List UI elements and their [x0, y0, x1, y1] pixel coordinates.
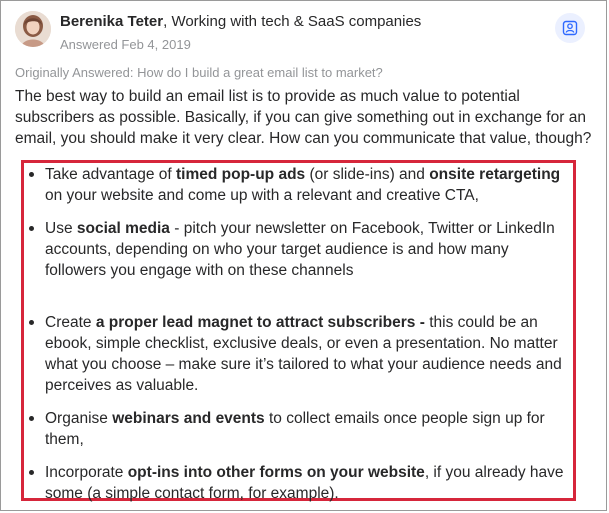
item-bold: a proper lead magnet to attract subscribers - [95, 314, 425, 331]
answer-header [15, 11, 595, 61]
item-bold: timed pop-up ads [176, 166, 306, 183]
item-text: this could be an ebook, simple checklist, exclusive deals, or even a presentation. No matter what you choose – make sure it’s tailored to what your audience needs and perceives as valuable. [45, 314, 562, 394]
follow-person-icon [562, 20, 578, 36]
item-text: (or slide-ins) and [305, 166, 430, 183]
item-text: Incorporate [45, 464, 128, 481]
author-avatar[interactable] [15, 11, 51, 47]
tips-list [23, 164, 571, 504]
list-item [23, 408, 571, 450]
follow-button[interactable] [555, 13, 585, 43]
item-bold: opt-ins into other forms on your website [127, 464, 425, 481]
item-text: to collect emails once people sign up for them, [45, 410, 545, 448]
avatar-image [15, 11, 51, 47]
list-item [23, 218, 571, 281]
list-item [23, 462, 571, 504]
item-text: , if you already have some (a simple contact form, for example). [45, 464, 564, 502]
item-text: Take advantage of [45, 166, 176, 183]
item-bold: onsite retargeting [429, 166, 561, 183]
item-text: Create [45, 314, 96, 331]
item-text: Organise [45, 410, 113, 427]
item-text: Use [45, 220, 77, 237]
list-item [23, 164, 571, 206]
answer-intro: The best way to build an email list is to provide as much value to potential subscribers as possible. Basically, if you can give something out in exchange for an email, you should make it very clear. How can you communicate that value, though? [15, 88, 592, 147]
item-text: - pitch your newsletter on Facebook, Twitter or LinkedIn accounts, depending on who your target audience is and how many followers you engage with on these channels [45, 220, 555, 279]
originally-answered[interactable]: Originally Answered: How do I build a great email list to market? [15, 65, 383, 80]
author-line [60, 12, 421, 32]
author-name[interactable]: Berenika Teter [60, 13, 164, 30]
item-text: on your website and come up with a relevant and creative CTA, [45, 187, 479, 204]
author-credential: , Working with tech & SaaS companies [163, 13, 422, 30]
item-bold: social media [76, 220, 170, 237]
list-item [23, 312, 571, 396]
answered-date[interactable]: Answered Feb 4, 2019 [60, 37, 191, 52]
item-bold: webinars and events [112, 410, 265, 427]
